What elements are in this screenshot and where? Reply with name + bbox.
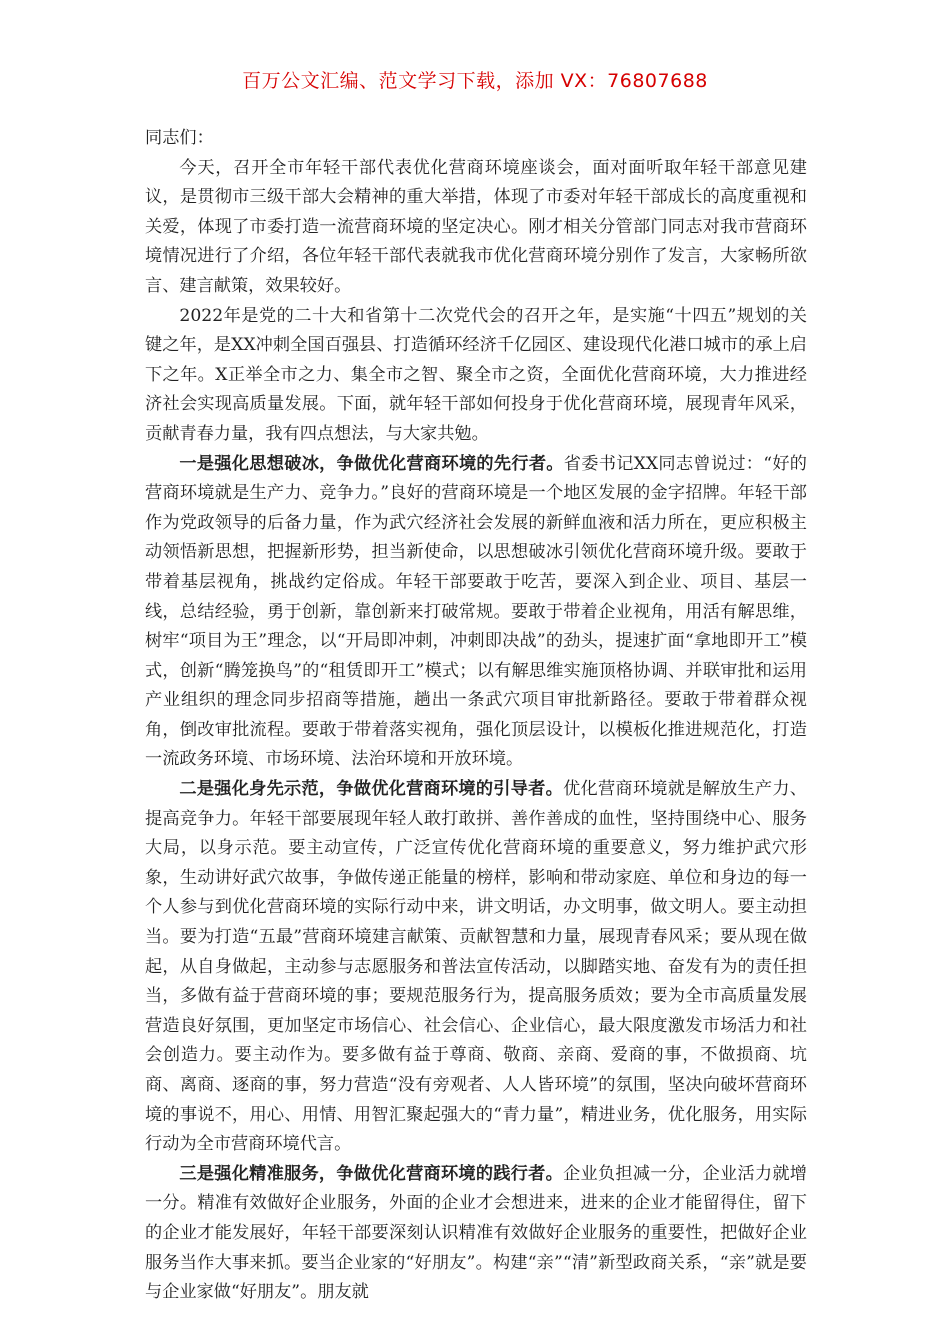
promo-banner: 百万公文汇编、范文学习下载，添加 VX：76807688	[242, 70, 708, 92]
speech-body	[145, 124, 807, 1308]
paragraph-5	[145, 1160, 807, 1308]
paragraph-1	[145, 154, 807, 302]
paragraph-text: 今天，召开全市年轻干部代表优化营商环境座谈会，面对面听取年轻干部意见建议，是贯彻市三级干部大会精神的重大举措，体现了市委对年轻干部成长的高度重视和关爱，体现了市委打造一流营商环境的坚定决心。刚才相关分管部门同志对我市营商环境情况进行了介绍，各位年轻干部代表就我市优化营商环境分别作了发言，大家畅所欲言、建言献策，效果较好。	[145, 157, 807, 296]
salutation: 同志们：	[145, 128, 214, 148]
paragraph-heading: 二是强化身先示范，争做优化营商环境的引导者。	[179, 779, 564, 800]
paragraph-3	[145, 450, 807, 776]
paragraph-2	[145, 302, 807, 450]
paragraph-heading: 三是强化精准服务，争做优化营商环境的践行者。	[179, 1163, 564, 1184]
paragraph-text: 企业负担减一分，企业活力就增一分。精准有效做好企业服务，外面的企业才会想进来，进来的企业才能留得住，留下的企业才能发展好，年轻干部要深刻认识精准有效做好企业服务的重要性，把做好企业服务当作大事来抓。要当企业家的“好朋友”。构建“亲”“清”新型政商关系，“亲”就是要与企业家做“好朋友”。朋友就	[145, 1163, 807, 1303]
paragraph-heading: 一是强化思想破冰，争做优化营商环境的先行者。	[179, 453, 564, 474]
paragraph-text: 2022年是党的二十大和省第十二次党代会的召开之年，是实施“十四五”规划的关键之年，是XX冲刺全国百强县、打造循环经济千亿园区、建设现代化港口城市的承上启下之年。X正举全市之力、集全市之智、聚全市之资，全面优化营商环境，大力推进经济社会实现高质量发展。下面，就年轻干部如何投身于优化营商环境，展现青年风采，贡献青春力量，我有四点想法，与大家共勉。	[145, 305, 807, 444]
paragraph-text: 省委书记XX同志曾说过：“好的营商环境就是生产力、竞争力。”良好的营商环境是一个地区发展的金字招牌。年轻干部作为党政领导的后备力量，作为武穴经济社会发展的新鲜血液和活力所在，更应积极主动领悟新思想，把握新形势，担当新使命，以思想破冰引领优化营商环境升级。要敢于带着基层视角，挑战约定俗成。年轻干部要敢于吃苦，要深入到企业、项目、基层一线，总结经验，勇于创新，靠创新来打破常规。要敢于带着企业视角，用活有解思维，树牢“项目为王”理念，以“开局即冲刺，冲刺即决战”的劲头，提速扩面“拿地即开工”模式，创新“腾笼换鸟”的“租赁即开工”模式；以有解思维实施顶格协调、并联审批和运用产业组织的理念同步招商等措施，趟出一条武穴项目审批新路径。要敢于带着群众视角，倒改审批流程。要敢于带着落实视角，强化顶层设计，以模板化推进规范化，打造一流政务环境、市场环境、法治环境和开放环境。	[145, 453, 807, 770]
paragraph-4	[145, 775, 807, 1160]
paragraph-text: 优化营商环境就是解放生产力、提高竞争力。年轻干部要展现年轻人敢打敢拼、善作善成的血性，坚持围绕中心、服务大局，以身示范。要主动宣传，广泛宣传优化营商环境的重要意义，努力维护武穴形象，生动讲好武穴故事，争做传递正能量的榜样，影响和带动家庭、单位和身边的每一个人参与到优化营商环境的实际行动中来，讲文明话，办文明事，做文明人。要主动担当。要为打造“五最”营商环境建言献策、贡献智慧和力量，展现青春风采；要从现在做起，从自身做起，主动参与志愿服务和普法宣传活动，以脚踏实地、奋发有为的责任担当，多做有益于营商环境的事；要规范服务行为，提高服务质效；要为全市高质量发展营造良好氛围，更加坚定市场信心、社会信心、企业信心，最大限度激发市场活力和社会创造力。要主动作为。要多做有益于尊商、敬商、亲商、爱商的事，不做损商、坑商、离商、逐商的事，努力营造“没有旁观者、人人皆环境”的氛围，坚决向破坏营商环境的事说不，用心、用情、用智汇聚起强大的“青力量”，精进业务，优化服务，用实际行动为全市营商环境代言。	[145, 779, 807, 1155]
